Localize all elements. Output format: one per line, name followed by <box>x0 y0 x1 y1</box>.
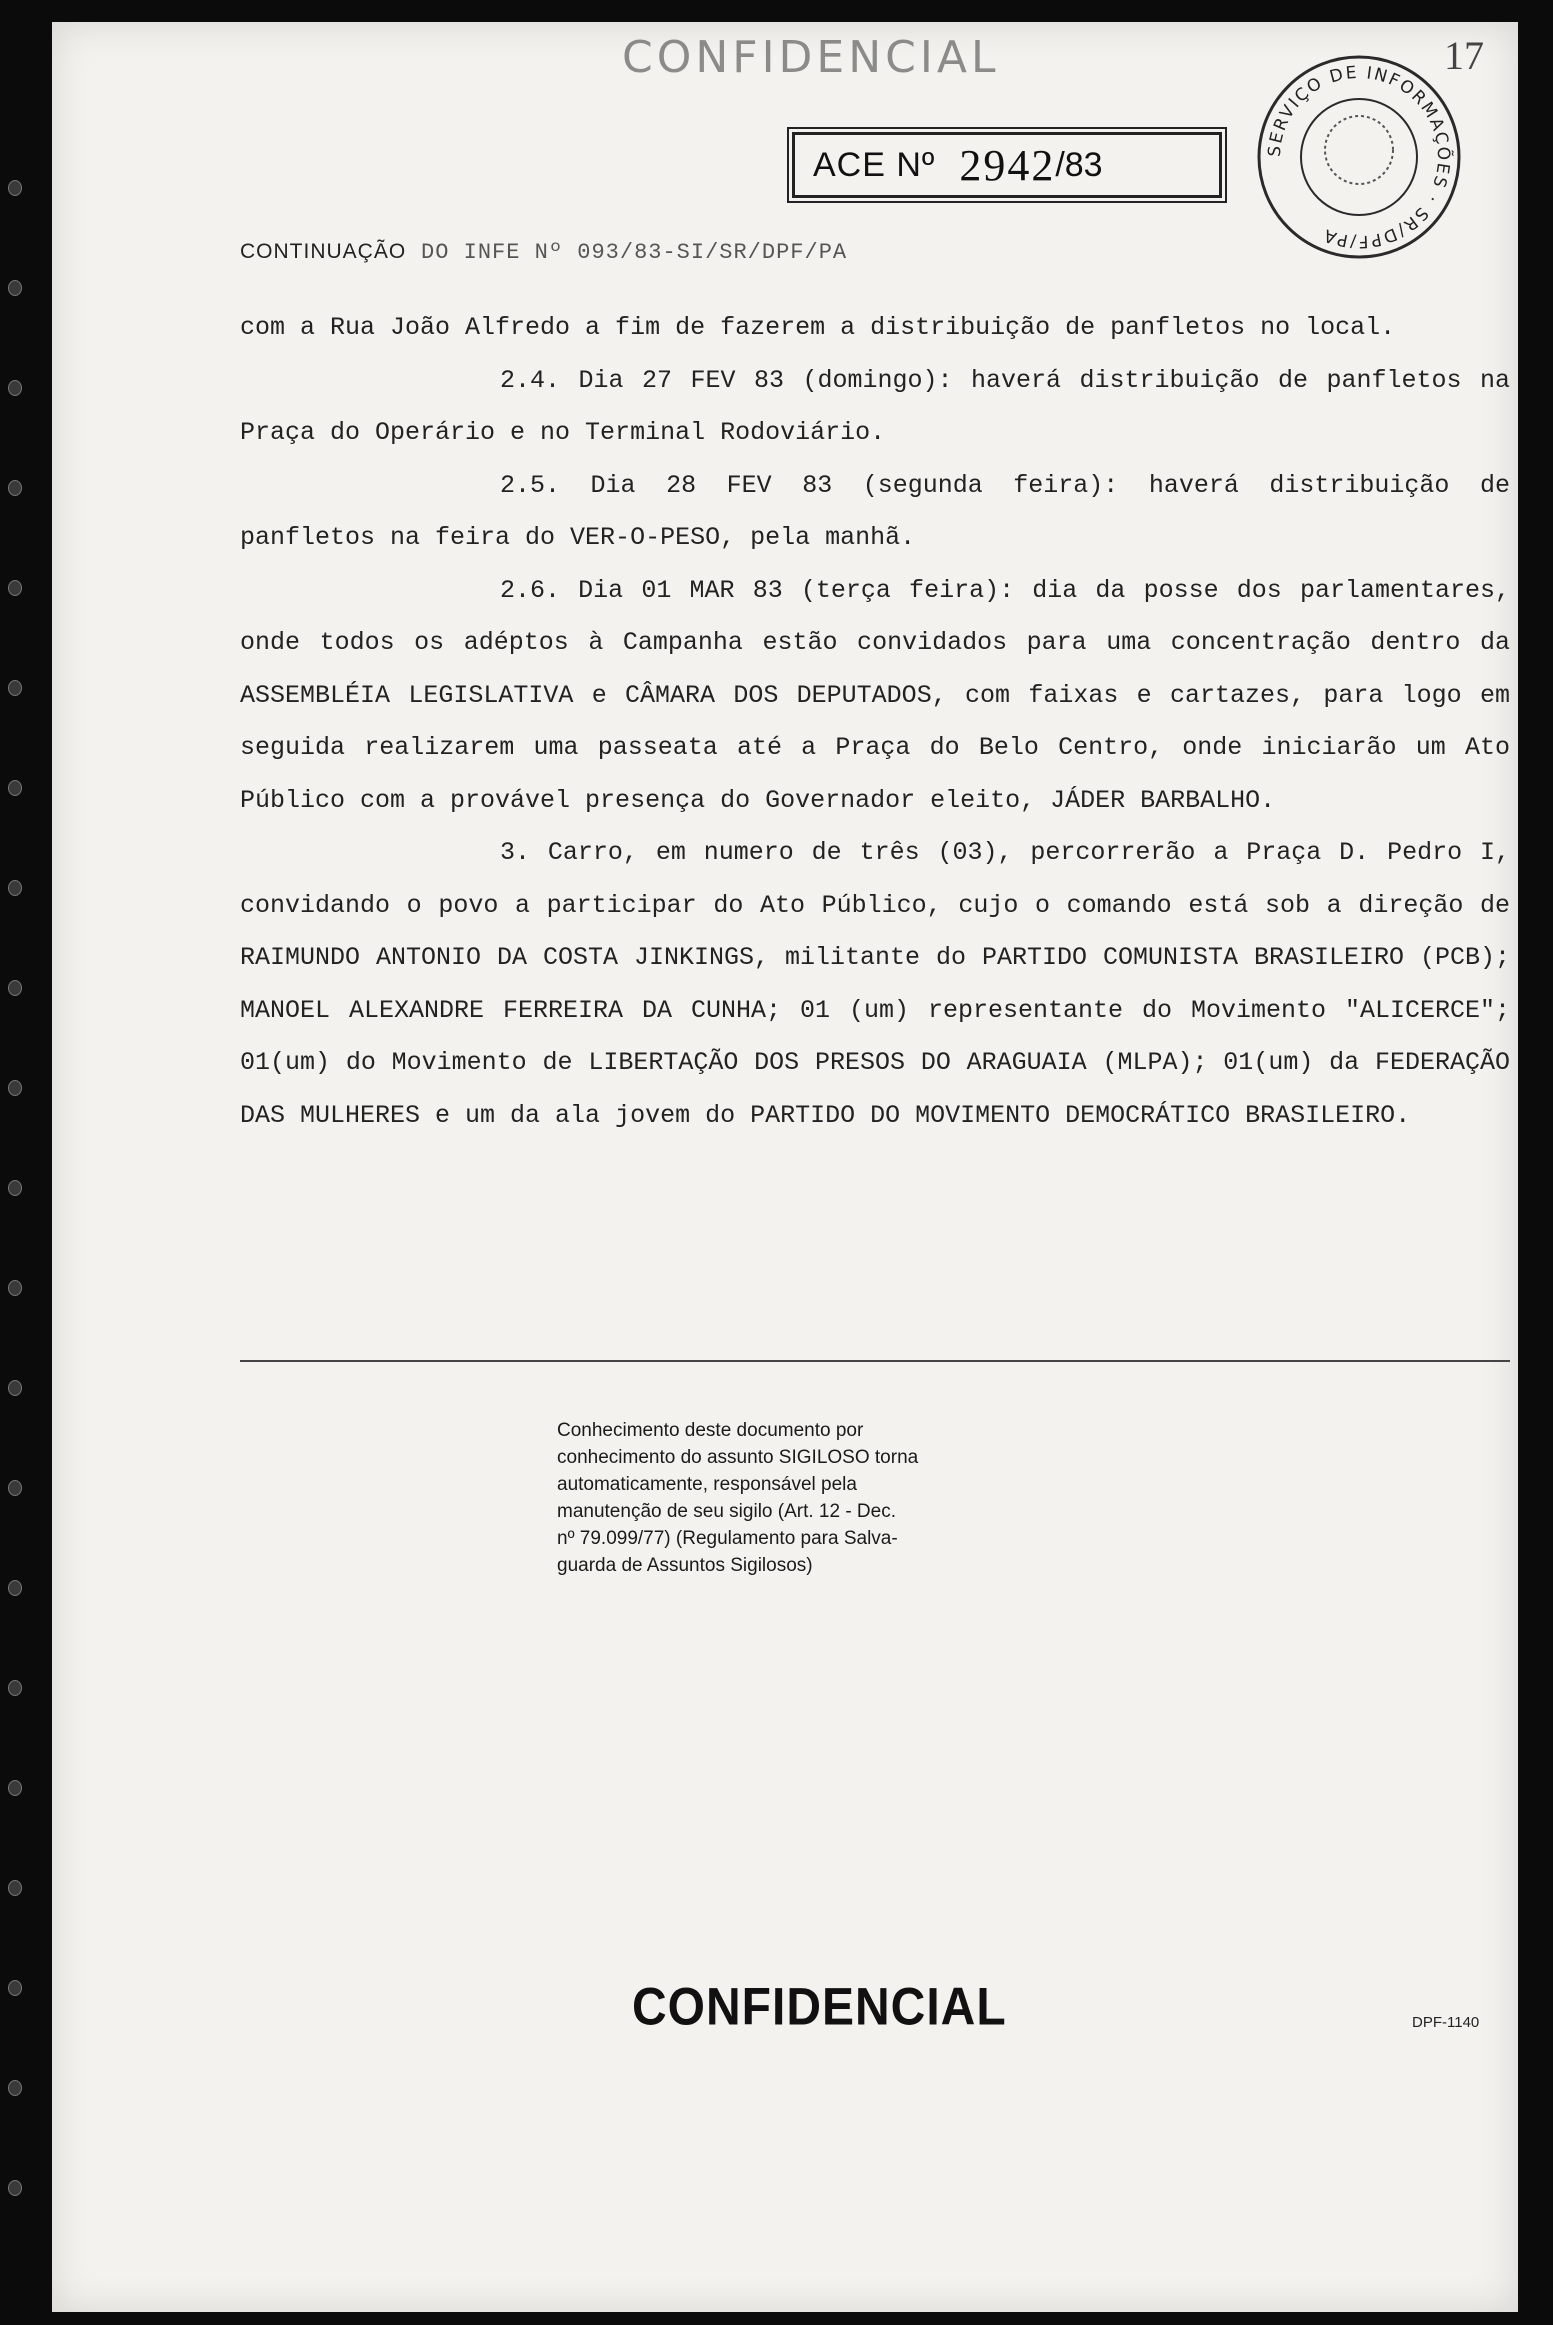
secrecy-notice <box>557 1417 1117 1579</box>
notice-line: nº 79.099/77) (Regulamento para Salva- <box>557 1528 898 1549</box>
notice-line: Conhecimento deste documento por <box>557 1420 864 1441</box>
continuation-header <box>240 240 847 265</box>
paragraph-continuation: com a Rua João Alfredo a fim de fazerem a distribuição de panfletos no local. <box>240 313 1396 342</box>
paragraph-2-6: 2.6. Dia 01 MAR 83 (terça feira): dia da posse dos parlamentares, onde todos os adéptos à Campanha estão convidados para uma concentração dentro da ASSEMBLÉIA LEGISLATIVA e CÂMARA DOS DEPUTADOS, com faixas e cartazes, para logo em seguida realizarem uma passeata até a Praça do Belo Centro, onde iniciarão um Ato Público com a provável presença do Governador eleito, JÁDER BARBALHO. <box>240 575 1510 815</box>
notice-line: guarda de Assuntos Sigilosos) <box>557 1555 813 1576</box>
corner-page-number: 17 <box>1444 33 1484 78</box>
section-divider <box>240 1360 1510 1362</box>
form-code: DPF-1140 <box>1412 2014 1480 2031</box>
paragraph-3: 3. Carro, em numero de três (03), percorrerão a Praça D. Pedro I, convidando o povo a participar do Ato Público, cujo o comando está sob a direção de RAIMUNDO ANTONIO DA COSTA JINKINGS, militante do PARTIDO COMUNISTA BRASILEIRO (PCB); MANOEL ALEXANDRE FERREIRA DA CUNHA; 01 (um) representante do Movimento "ALICERCE"; 01(um) do Movimento de LIBERTAÇÃO DOS PRESOS DO ARAGUAIA (MLPA); 01(um) da FEDERAÇÃO DAS MULHERES e um da ala jovem do PARTIDO DO MOVIMENTO DEMOCRÁTICO BRASILEIRO. <box>240 838 1510 1130</box>
top-classification-stamp: CONFIDENCIAL <box>622 32 1000 83</box>
document-body <box>240 302 1510 1142</box>
continuation-reference: DO INFE Nº 093/83-SI/SR/DPF/PA <box>421 240 848 265</box>
seal-text: SERVIÇO DE INFORMAÇÕES · SR/DPF/PA <box>1264 62 1454 252</box>
document-page <box>52 22 1518 2312</box>
paragraph-2-5: 2.5. Dia 28 FEV 83 (segunda feira): haverá distribuição de panfletos na feira do VER-O-PESO, pela manhã. <box>240 470 1510 552</box>
classification-footer: CONFIDENCIAL <box>632 1978 1007 2037</box>
notice-line: manutenção de seu sigilo (Art. 12 - Dec. <box>557 1501 897 1522</box>
service-seal-stamp <box>1252 50 1467 265</box>
ace-label: ACE Nº <box>813 145 936 184</box>
notice-line: conhecimento do assunto SIGILOSO torna <box>557 1447 919 1468</box>
notice-line: automaticamente, responsável pela <box>557 1474 857 1495</box>
continuation-label: CONTINUAÇÃO <box>240 240 407 263</box>
ace-number-stamp <box>792 132 1222 198</box>
ace-year: /83 <box>1055 145 1103 184</box>
ace-number: 2942 <box>959 140 1056 190</box>
binder-holes <box>8 60 28 2260</box>
paragraph-2-4: 2.4. Dia 27 FEV 83 (domingo): haverá distribuição de panfletos na Praça do Operário e no Terminal Rodoviário. <box>240 365 1510 447</box>
svg-text:SERVIÇO DE INFORMAÇÕES · SR/DP <box>1265 63 1455 251</box>
